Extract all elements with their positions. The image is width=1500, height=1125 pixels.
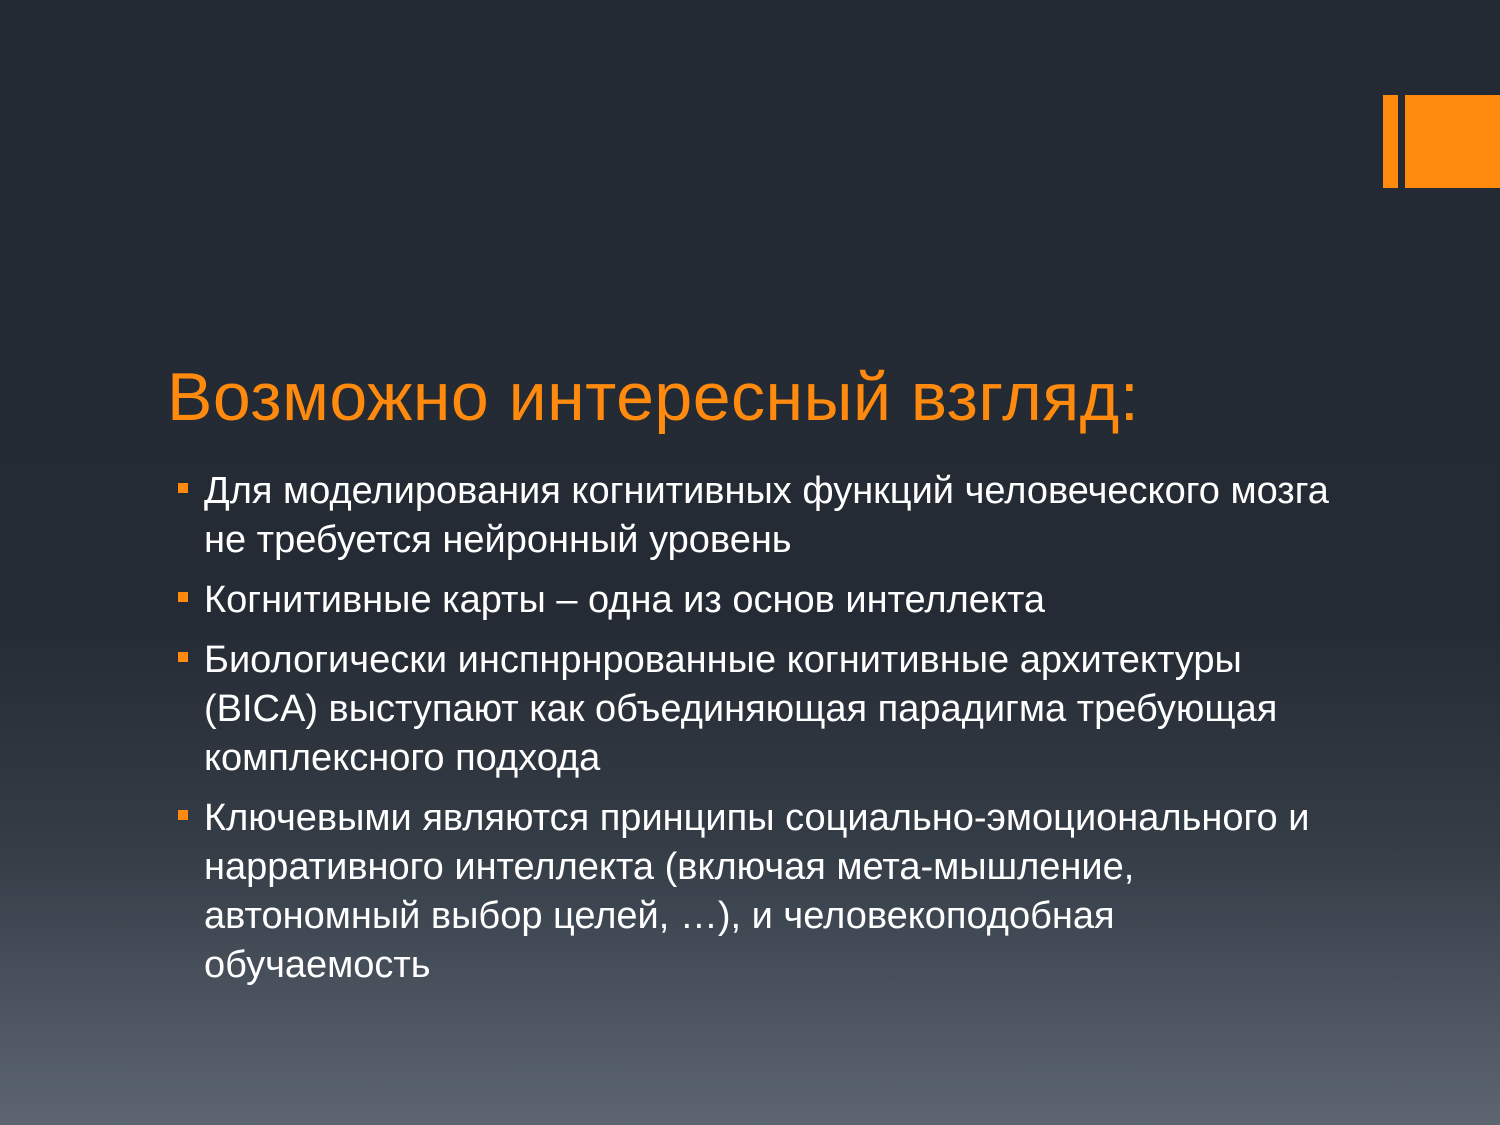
square-bullet-icon — [178, 652, 188, 662]
square-bullet-icon — [178, 810, 188, 820]
bullet-text: Биологически инспнрнрованные когнитивные архитектуры (BICA) выступают как объединяющая парадигма требующая комплексного подхода — [204, 639, 1278, 779]
bullet-text: Ключевыми являются принципы социально-эмоционального и нарративного интеллекта (включая мета-мышление, автономный выбор целей, …), и человекоподобная обучаемость — [204, 797, 1310, 986]
accent-bar-thick — [1405, 95, 1500, 188]
bullet-item — [175, 794, 1375, 990]
accent-bar-thin — [1383, 95, 1398, 188]
bullet-item — [175, 636, 1375, 783]
square-bullet-icon — [178, 592, 188, 602]
bullet-item — [175, 467, 1375, 565]
slide-title: Возможно интересный взгляд: — [167, 359, 1140, 435]
bullet-list — [175, 467, 1375, 1001]
bullet-text: Для моделирования когнитивных функций человеческого мозга не требуется нейронный уровень — [204, 470, 1329, 561]
bullet-text: Когнитивные карты – одна из основ интеллекта — [204, 579, 1046, 621]
square-bullet-icon — [178, 483, 188, 493]
bullet-item — [175, 576, 1375, 625]
